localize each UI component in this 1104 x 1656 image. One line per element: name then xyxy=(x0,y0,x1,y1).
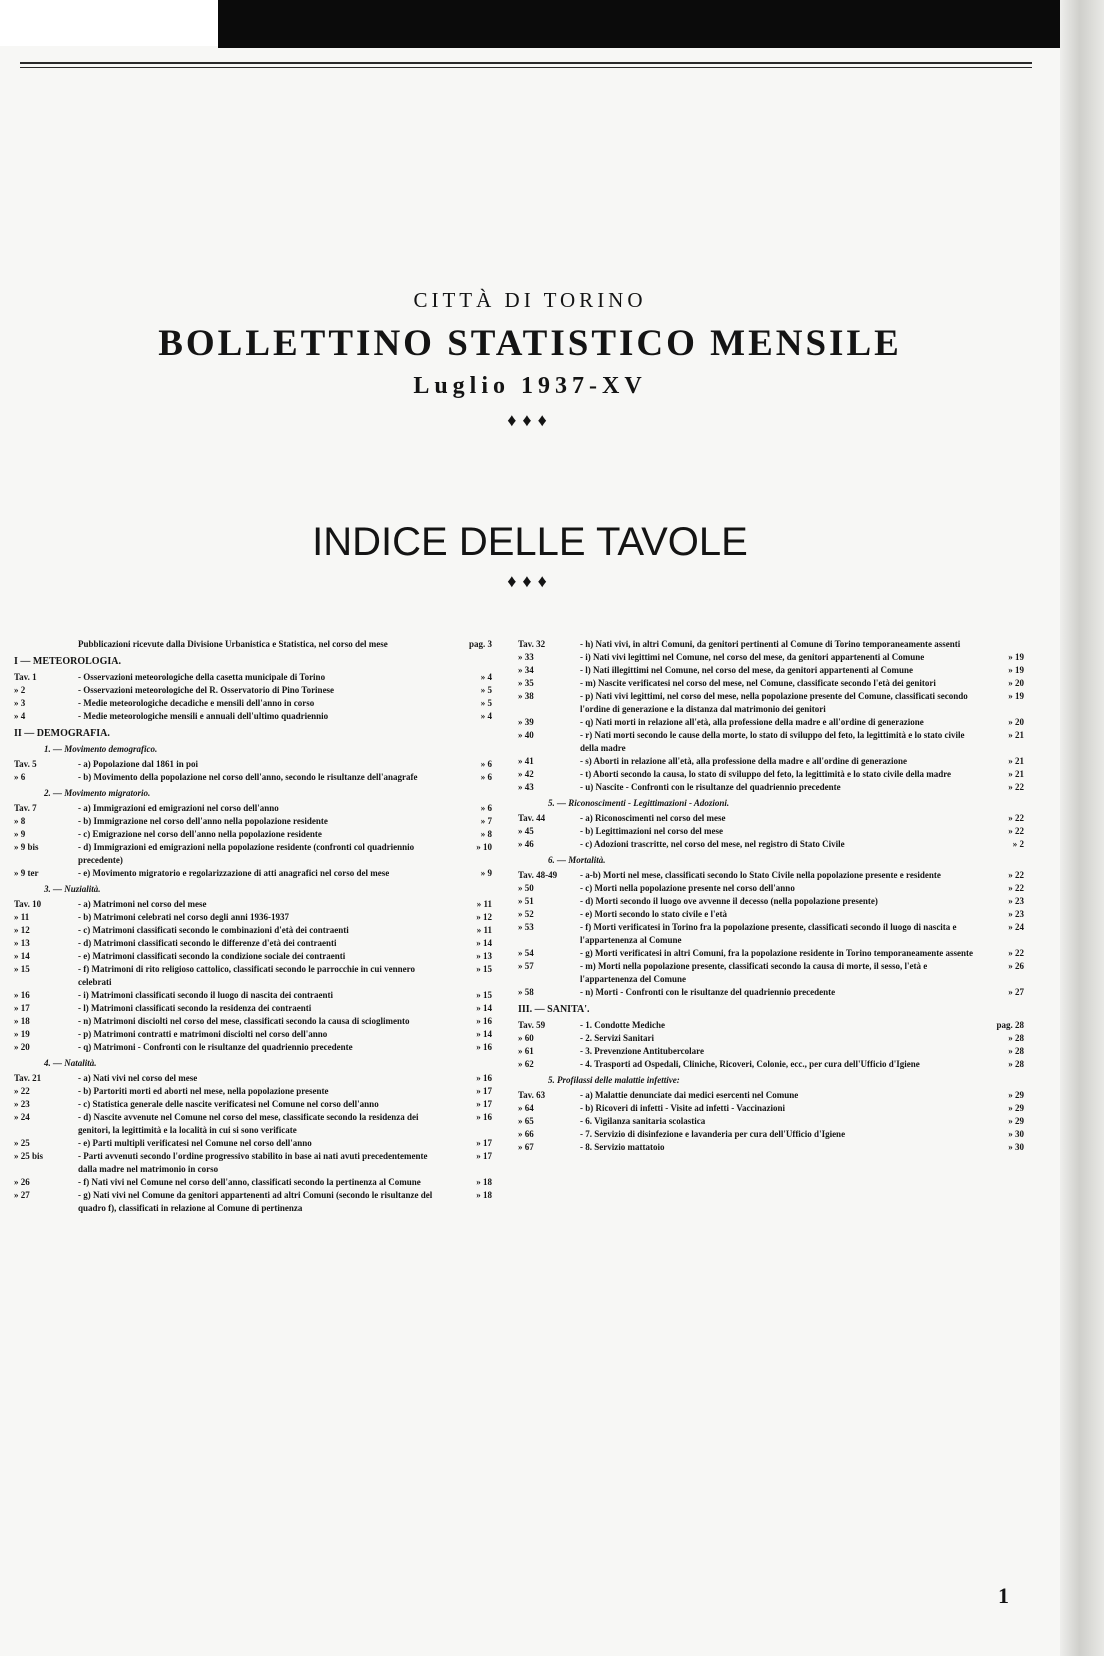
page-ref: » 29 xyxy=(1008,1090,1024,1100)
index-entry xyxy=(14,937,492,950)
section-heading: I — METEOROLOGIA. xyxy=(14,656,121,667)
page-ref: » 24 xyxy=(1008,922,1024,932)
issue-date: Luglio 1937-XV xyxy=(413,373,647,399)
index-entry xyxy=(14,771,492,784)
entry-title: - d) Nascite avvenute nel Comune nel corso del mese, classificate secondo la residenza dei genitori, la legittimità e la località in cui si sono verificate xyxy=(78,1112,419,1135)
page-ref: » 5 xyxy=(480,698,492,708)
subsection-heading: 2. — Movimento migratorio. xyxy=(44,788,151,798)
page-ref: » 6 xyxy=(480,759,492,769)
table-ref: Tav. 5 xyxy=(14,759,37,769)
table-ref: Tav. 1 xyxy=(14,672,37,682)
entry-title: - q) Nati morti in relazione all'età, alla professione della madre e all'ordine di generazione xyxy=(580,717,924,727)
page-ref: » 21 xyxy=(1008,756,1024,766)
page-ref: » 11 xyxy=(476,925,492,935)
index-entry xyxy=(14,828,492,841)
index-entry xyxy=(14,950,492,963)
table-ref: » 22 xyxy=(14,1086,30,1096)
table-ref: » 19 xyxy=(14,1029,30,1039)
page-ref: pag. 28 xyxy=(996,1020,1024,1030)
table-ref: » 61 xyxy=(518,1046,534,1056)
entry-title: - Osservazioni meteorologiche della casetta municipale di Torino xyxy=(78,672,326,682)
entry-title: - p) Matrimoni contratti e matrimoni disciolti nel corso dell'anno xyxy=(78,1029,328,1039)
page-ref: » 16 xyxy=(476,1042,492,1052)
index-entry xyxy=(518,882,1024,895)
entry-title: - d) Morti secondo il luogo ove avvenne il decesso (nella popolazione presente) xyxy=(580,896,878,906)
page-ref: » 22 xyxy=(1008,782,1024,792)
table-ref: » 20 xyxy=(14,1042,30,1052)
page-ref: » 18 xyxy=(476,1190,492,1200)
index-entry xyxy=(518,677,1024,690)
page-ref: » 29 xyxy=(1008,1103,1024,1113)
table-ref: Tav. 59 xyxy=(518,1020,546,1030)
entry-title: - l) Matrimoni classificati secondo la residenza dei contraenti xyxy=(78,1003,312,1013)
entry-title: - e) Movimento migratorio e regolarizzazione di atti anagrafici nel corso del mese xyxy=(78,868,390,878)
entry-title: - l) Nati illegittimi nel Comune, nel corso del mese, da genitori appartenenti al Comune xyxy=(580,665,913,675)
index-entry xyxy=(518,1115,1024,1128)
page-ref: » 30 xyxy=(1008,1129,1024,1139)
page-ref: » 2 xyxy=(1012,839,1024,849)
index-entry xyxy=(14,710,492,723)
entry-title: - b) Movimento della popolazione nel corso dell'anno, secondo le risultanze dell'anagrafe xyxy=(78,772,418,782)
index-entry xyxy=(14,1189,492,1215)
index-entry xyxy=(518,755,1024,768)
index-entry xyxy=(518,1141,1024,1154)
table-ref: » 52 xyxy=(518,909,534,919)
index-entry xyxy=(14,1085,492,1098)
index-entry xyxy=(14,898,492,911)
page-ref: » 15 xyxy=(476,990,492,1000)
table-ref: » 35 xyxy=(518,678,534,688)
entry-title: - t) Aborti secondo la causa, lo stato di sviluppo del feto, la legittimità e lo stato civile della madre xyxy=(580,769,952,779)
page-ref: » 17 xyxy=(476,1099,492,1109)
entry-title: - c) Morti nella popolazione presente nel corso dell'anno xyxy=(580,883,795,893)
table-ref: » 4 xyxy=(14,711,26,721)
index-entry xyxy=(518,716,1024,729)
page-ref: » 6 xyxy=(480,772,492,782)
index-entry xyxy=(14,815,492,828)
table-ref: » 18 xyxy=(14,1016,30,1026)
table-ref: » 46 xyxy=(518,839,534,849)
table-ref: Tav. 48-49 xyxy=(518,870,558,880)
table-ref: » 51 xyxy=(518,896,534,906)
index-entry xyxy=(518,638,1024,651)
index-entry xyxy=(14,1150,492,1176)
section-heading: II — DEMOGRAFIA. xyxy=(14,728,110,739)
entry-title: - a) Immigrazioni ed emigrazioni nel corso dell'anno xyxy=(78,803,279,813)
entry-title: - d) Matrimoni classificati secondo le differenze d'età dei contraenti xyxy=(78,938,337,948)
index-left-column xyxy=(14,638,492,1215)
table-ref: » 9 xyxy=(14,829,26,839)
index-entry xyxy=(518,1102,1024,1115)
entry-title: - a) Riconoscimenti nel corso del mese xyxy=(580,813,726,823)
table-ref: » 16 xyxy=(14,990,30,1000)
page-ref: » 16 xyxy=(476,1073,492,1083)
entry-title: - q) Matrimoni - Confronti con le risultanze del quadriennio precedente xyxy=(78,1042,353,1052)
scan-margin-top-left xyxy=(0,0,218,46)
index-entry xyxy=(518,651,1024,664)
page-number: 1 xyxy=(998,1583,1009,1608)
table-ref: » 11 xyxy=(14,912,30,922)
entry-title: - 3. Prevenzione Antitubercolare xyxy=(580,1046,704,1056)
index-entry xyxy=(14,638,492,651)
entry-title: - e) Parti multipli verificatesi nel Comune nel corso dell'anno xyxy=(78,1138,312,1148)
subsection-heading: 3. — Nuzialità. xyxy=(44,884,101,894)
entry-title: - f) Nati vivi nel Comune nel corso dell'anno, classificati secondo la pertinenza al Comune xyxy=(78,1177,421,1187)
entry-title: - g) Nati vivi nel Comune da genitori appartenenti ad altri Comuni (secondo le risultanze del quadro f), classificati in relazione al Comune di pertinenza xyxy=(78,1190,433,1213)
page-ref: » 29 xyxy=(1008,1116,1024,1126)
table-ref: » 40 xyxy=(518,730,534,740)
index-entry xyxy=(14,1041,492,1054)
index-title: INDICE DELLE TAVOLE xyxy=(312,520,748,564)
index-entry xyxy=(518,1058,1024,1071)
index-entry xyxy=(14,911,492,924)
entry-title: - c) Emigrazione nel corso dell'anno nella popolazione residente xyxy=(78,829,322,839)
index-entry xyxy=(14,1137,492,1150)
bulletin-title: BOLLETTINO STATISTICO MENSILE xyxy=(158,323,902,364)
table-ref: » 65 xyxy=(518,1116,534,1126)
index-entry xyxy=(518,781,1024,794)
entry-title: - b) Immigrazione nel corso dell'anno nella popolazione residente xyxy=(78,816,328,826)
index-entry xyxy=(14,963,492,989)
table-ref: Tav. 32 xyxy=(518,639,546,649)
subsection-heading: 4. — Natalità. xyxy=(44,1058,97,1068)
page-ref: » 28 xyxy=(1008,1059,1024,1069)
table-ref: » 15 xyxy=(14,964,30,974)
entry-title: - i) Nati vivi legittimi nel Comune, nel corso del mese, da genitori appartenenti al Comune xyxy=(580,652,925,662)
page-ref: » 6 xyxy=(480,803,492,813)
page-ref: pag. 3 xyxy=(468,639,492,649)
page-ref: » 17 xyxy=(476,1151,492,1161)
table-ref: Tav. 21 xyxy=(14,1073,42,1083)
entry-title: - b) Ricoveri di infetti - Visite ad infetti - Vaccinazioni xyxy=(580,1103,785,1113)
entry-title: - 2. Servizi Sanitari xyxy=(580,1033,654,1043)
page-ref: » 4 xyxy=(480,711,492,721)
table-ref: » 41 xyxy=(518,756,534,766)
table-ref: » 50 xyxy=(518,883,534,893)
entry-title: - Parti avvenuti secondo l'ordine progressivo stabilito in base ai nati avuti precedentemente dalla madre nel matrimonio in corso xyxy=(78,1151,428,1174)
entry-title: - e) Morti secondo lo stato civile e l'età xyxy=(580,909,727,919)
entry-title: - h) Nati vivi, in altri Comuni, da genitori pertinenti al Comune di Torino temporaneamente assenti xyxy=(580,639,961,649)
index-entry xyxy=(518,908,1024,921)
entry-title: - b) Matrimoni celebrati nel corso degli anni 1936-1937 xyxy=(78,912,289,922)
table-ref: » 58 xyxy=(518,987,534,997)
page-ref: » 5 xyxy=(480,685,492,695)
index-entry xyxy=(518,838,1024,851)
subsection-heading: 5. — Riconoscimenti - Legittimazioni - Adozioni. xyxy=(548,798,730,808)
index-entry xyxy=(518,768,1024,781)
entry-title: - s) Aborti in relazione all'età, alla professione della madre e all'ordine di generazione xyxy=(580,756,907,766)
table-ref: » 43 xyxy=(518,782,534,792)
page-ref: » 21 xyxy=(1008,730,1024,740)
entry-title: - b) Legittimazioni nel corso del mese xyxy=(580,826,723,836)
index-entry xyxy=(518,690,1024,716)
index-entry xyxy=(518,921,1024,947)
page-ref: » 21 xyxy=(1008,769,1024,779)
table-ref: » 42 xyxy=(518,769,534,779)
table-ref: » 66 xyxy=(518,1129,534,1139)
entry-title: - n) Morti - Confronti con le risultanze del quadriennio precedente xyxy=(580,987,836,997)
page-ref: » 14 xyxy=(476,1003,492,1013)
index-entry xyxy=(14,802,492,815)
entry-title: - d) Immigrazioni ed emigrazioni nella popolazione residente (confronti col quadriennio precedente) xyxy=(78,842,415,865)
page-ref: » 19 xyxy=(1008,665,1024,675)
index-entry xyxy=(14,841,492,867)
index-entry xyxy=(518,1045,1024,1058)
index-entry xyxy=(14,1072,492,1085)
entry-title: - a-b) Morti nel mese, classificati secondo lo Stato Civile nella popolazione presente e residente xyxy=(580,870,941,880)
index-entry xyxy=(518,1019,1024,1032)
header-rule-thin xyxy=(20,67,1032,68)
table-ref: » 9 ter xyxy=(14,868,39,878)
table-ref: » 45 xyxy=(518,826,534,836)
index-entry xyxy=(14,1176,492,1189)
table-ref: » 34 xyxy=(518,665,534,675)
entry-title: - 4. Trasporti ad Ospedali, Cliniche, Ricoveri, Colonie, ecc., per cura dell'Ufficio d'Igiene xyxy=(580,1059,920,1069)
entry-title: - f) Morti verificatesi in Torino fra la popolazione presente, classificati secondo il luogo di nascita e l'appartenenza al Comune xyxy=(580,922,957,945)
index-right-column xyxy=(518,638,1024,1154)
page-ref: » 27 xyxy=(1008,987,1024,997)
entry-title: - c) Matrimoni classificati secondo le combinazioni d'età dei contraenti xyxy=(78,925,349,935)
table-ref: Tav. 44 xyxy=(518,813,546,823)
table-ref: » 14 xyxy=(14,951,30,961)
entry-title: - a) Popolazione dal 1861 in poi xyxy=(78,759,199,769)
table-ref: » 6 xyxy=(14,772,26,782)
page-ref: » 13 xyxy=(476,951,492,961)
index-entry xyxy=(518,1032,1024,1045)
index-entry xyxy=(14,867,492,880)
entry-title: - i) Matrimoni classificati secondo il luogo di nascita dei contraenti xyxy=(78,990,333,1000)
table-ref: » 9 bis xyxy=(14,842,39,852)
subsection-heading: 1. — Movimento demografico. xyxy=(44,744,158,754)
table-ref: » 25 xyxy=(14,1138,30,1148)
table-ref: » 25 bis xyxy=(14,1151,44,1161)
table-ref: » 12 xyxy=(14,925,30,935)
page-ref: » 22 xyxy=(1008,813,1024,823)
entry-title: - b) Partoriti morti ed aborti nel mese, nella popolazione presente xyxy=(78,1086,329,1096)
page-ref: » 28 xyxy=(1008,1046,1024,1056)
entry-title: - a) Matrimoni nel corso del mese xyxy=(78,899,207,909)
table-ref: » 27 xyxy=(14,1190,30,1200)
page-ref: » 28 xyxy=(1008,1033,1024,1043)
index-entry xyxy=(518,869,1024,882)
page-ref: » 22 xyxy=(1008,826,1024,836)
entry-title: - n) Matrimoni disciolti nel corso del mese, classificati secondo la causa di scioglimento xyxy=(78,1016,410,1026)
page-ref: » 10 xyxy=(476,842,492,852)
table-ref: » 24 xyxy=(14,1112,30,1122)
page-ref: » 4 xyxy=(480,672,492,682)
subsection-heading: 6. — Mortalità. xyxy=(548,855,606,865)
subsection-heading: 5. Profilassi delle malattie infettive: xyxy=(548,1075,680,1085)
table-ref: » 67 xyxy=(518,1142,534,1152)
table-ref: » 17 xyxy=(14,1003,30,1013)
index-entry xyxy=(518,947,1024,960)
table-ref: » 33 xyxy=(518,652,534,662)
index-entry xyxy=(518,986,1024,999)
index-entry xyxy=(518,895,1024,908)
entry-title: - r) Nati morti secondo le cause della morte, lo stato di sviluppo del feto, la legittimità e lo stato civile della madre xyxy=(580,730,965,753)
page-ref: » 19 xyxy=(1008,691,1024,701)
entry-title: - Medie meteorologiche mensili e annuali dell'ultimo quadriennio xyxy=(78,711,329,721)
entry-title: - m) Morti nella popolazione presente, classificati secondo la causa di morte, il sesso, l'età e l'appartenenza del Comune xyxy=(580,961,928,984)
index-entry xyxy=(518,1128,1024,1141)
entry-title: - c) Adozioni trascritte, nel corso del mese, nel registro di Stato Civile xyxy=(580,839,845,849)
table-ref: » 60 xyxy=(518,1033,534,1043)
entry-title: - m) Nascite verificatesi nel corso del mese, nel Comune, classificate secondo l'età dei genitori xyxy=(580,678,936,688)
page-ref: » 20 xyxy=(1008,717,1024,727)
page-ref: » 22 xyxy=(1008,883,1024,893)
table-ref: » 57 xyxy=(518,961,534,971)
page-ref: » 16 xyxy=(476,1112,492,1122)
section-heading: III. — SANITA'. xyxy=(518,1004,590,1015)
page-ref: » 11 xyxy=(476,899,492,909)
table-ref: » 64 xyxy=(518,1103,534,1113)
index-entry xyxy=(14,989,492,1002)
table-ref: » 23 xyxy=(14,1099,30,1109)
ornament-bottom: ♦♦♦ xyxy=(507,571,553,591)
entry-title: - Medie meteorologiche decadiche e mensili dell'anno in corso xyxy=(78,698,315,708)
index-entry xyxy=(518,729,1024,755)
entry-title: - a) Malattie denunciate dai medici esercenti nel Comune xyxy=(580,1090,799,1100)
page-ref: » 16 xyxy=(476,1016,492,1026)
entry-title: Pubblicazioni ricevute dalla Divisione Urbanistica e Statistica, nel corso del mese xyxy=(78,639,388,649)
index-entry xyxy=(518,664,1024,677)
entry-title: - 7. Servizio di disinfezione e lavanderia per cura dell'Ufficio d'Igiene xyxy=(580,1129,846,1139)
entry-title: - a) Nati vivi nel corso del mese xyxy=(78,1073,198,1083)
page-ref: » 14 xyxy=(476,938,492,948)
page-ref: » 8 xyxy=(480,829,492,839)
index-entry xyxy=(14,1002,492,1015)
entry-title: - e) Matrimoni classificati secondo la condizione sociale dei contraenti xyxy=(78,951,346,961)
entry-title: - Osservazioni meteorologiche del R. Osservatorio di Pino Torinese xyxy=(78,685,335,695)
scan-shadow-top xyxy=(218,0,1104,48)
page-ref: » 20 xyxy=(1008,678,1024,688)
page-ref: » 30 xyxy=(1008,1142,1024,1152)
page-ref: » 26 xyxy=(1008,961,1024,971)
table-ref: » 3 xyxy=(14,698,26,708)
index-entry xyxy=(518,1089,1024,1102)
index-entry xyxy=(14,697,492,710)
index-entry xyxy=(518,812,1024,825)
entry-title: - g) Morti verificatesi in altri Comuni, fra la popolazione residente in Torino temporaneamente assente xyxy=(580,948,974,958)
page-ref: » 17 xyxy=(476,1138,492,1148)
table-ref: » 8 xyxy=(14,816,26,826)
index-entry xyxy=(14,1015,492,1028)
index-entry xyxy=(14,1098,492,1111)
table-ref: Tav. 10 xyxy=(14,899,42,909)
index-entry xyxy=(14,758,492,771)
table-ref: » 26 xyxy=(14,1177,30,1187)
table-ref: Tav. 63 xyxy=(518,1090,546,1100)
index-entry xyxy=(14,1111,492,1137)
page-ref: » 12 xyxy=(476,912,492,922)
entry-title: - 8. Servizio mattatoio xyxy=(580,1142,665,1152)
index-entry xyxy=(518,960,1024,986)
page-ref: » 17 xyxy=(476,1086,492,1096)
page-ref: » 7 xyxy=(480,816,492,826)
table-ref: » 38 xyxy=(518,691,534,701)
index-entry xyxy=(518,825,1024,838)
table-ref: » 13 xyxy=(14,938,30,948)
page-ref: » 22 xyxy=(1008,870,1024,880)
page-ref: » 15 xyxy=(476,964,492,974)
index-entry xyxy=(14,1028,492,1041)
page-ref: » 22 xyxy=(1008,948,1024,958)
page-ref: » 9 xyxy=(480,868,492,878)
page-ref: » 14 xyxy=(476,1029,492,1039)
page-ref: » 19 xyxy=(1008,652,1024,662)
table-ref: » 39 xyxy=(518,717,534,727)
entry-title: - 6. Vigilanza sanitaria scolastica xyxy=(580,1116,706,1126)
table-ref: » 54 xyxy=(518,948,534,958)
ornament-top: ♦♦♦ xyxy=(507,410,553,430)
table-ref: » 53 xyxy=(518,922,534,932)
entry-title: - f) Matrimoni di rito religioso cattolico, classificati secondo le parrocchie in cui vennero celebrati xyxy=(78,964,415,987)
header-rule xyxy=(20,62,1032,64)
page-ref: » 23 xyxy=(1008,896,1024,906)
index-entry xyxy=(14,684,492,697)
entry-title: - p) Nati vivi legittimi, nel corso del mese, nella popolazione presente del Comune, classificati secondo l'ordine di generazione e la distanza dal matrimonio dei genitori xyxy=(580,691,968,714)
entry-title: - 1. Condotte Mediche xyxy=(580,1020,665,1030)
table-ref: » 2 xyxy=(14,685,26,695)
index-entry xyxy=(14,924,492,937)
page-ref: » 23 xyxy=(1008,909,1024,919)
entry-title: - u) Nascite - Confronti con le risultanze del quadriennio precedente xyxy=(580,782,841,792)
scan-edge-right xyxy=(1060,0,1104,1656)
table-ref: » 62 xyxy=(518,1059,534,1069)
table-ref: Tav. 7 xyxy=(14,803,37,813)
index-entry xyxy=(14,671,492,684)
entry-title: - c) Statistica generale delle nascite verificatesi nel Comune nel corso dell'anno xyxy=(78,1099,379,1109)
page-ref: » 18 xyxy=(476,1177,492,1187)
city-name: CITTÀ DI TORINO xyxy=(413,288,647,312)
